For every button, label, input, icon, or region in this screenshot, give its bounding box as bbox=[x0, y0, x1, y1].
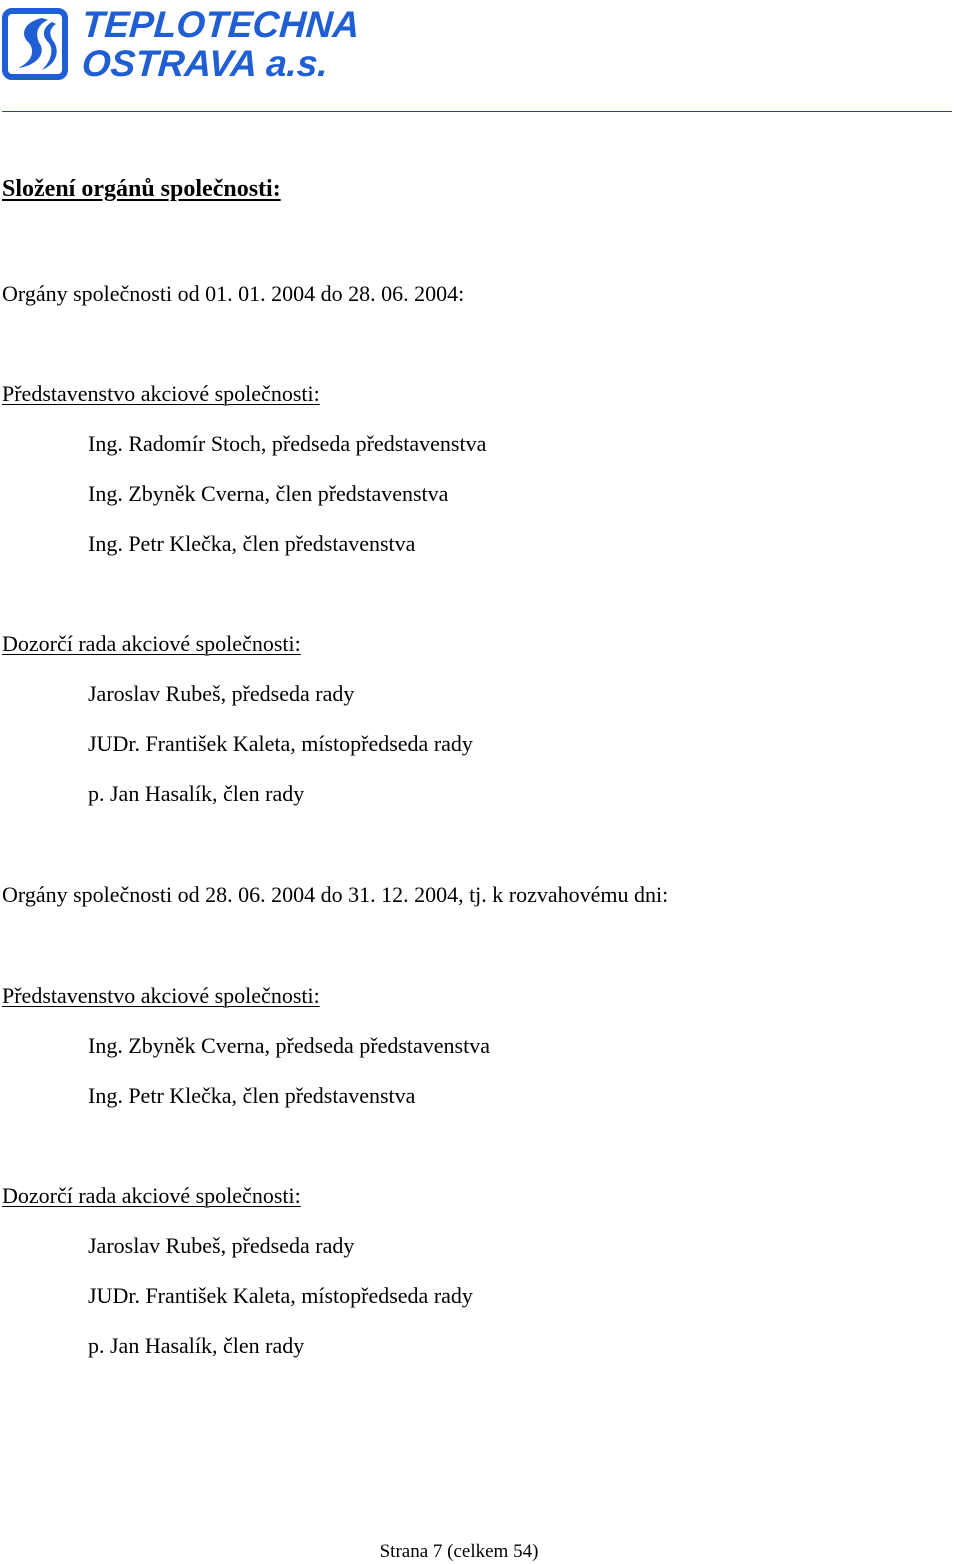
document-title: Složení orgánů společnosti: bbox=[2, 176, 281, 202]
period2-board-heading: Představenstvo akciové společnosti: bbox=[2, 983, 320, 1008]
period1-board-member: Ing. Radomír Stoch, předseda představenstva bbox=[88, 431, 487, 456]
period1-supervisory-heading: Dozorčí rada akciové společnosti: bbox=[2, 631, 301, 656]
period1-board-heading: Představenstvo akciové společnosti: bbox=[2, 381, 320, 406]
period1-supervisory-member: p. Jan Hasalík, člen rady bbox=[88, 781, 305, 806]
period1-supervisory-member: Jaroslav Rubeš, předseda rady bbox=[88, 681, 355, 706]
period1-board-member: Ing. Petr Klečka, člen představenstva bbox=[88, 531, 416, 556]
period2-supervisory-member: JUDr. František Kaleta, místopředseda rady bbox=[88, 1283, 473, 1308]
page-number: Strana 7 (celkem 54) bbox=[379, 1541, 539, 1562]
period1-board-member: Ing. Zbyněk Cverna, člen představenstva bbox=[88, 481, 449, 506]
period1-heading: Orgány společnosti od 01. 01. 2004 do 28. 06. 2004: bbox=[2, 281, 465, 306]
company-logo bbox=[2, 4, 361, 84]
period2-supervisory-heading: Dozorčí rada akciové společnosti: bbox=[2, 1183, 301, 1208]
period1-supervisory-member: JUDr. František Kaleta, místopředseda rady bbox=[88, 731, 473, 756]
flame-wave-icon bbox=[2, 8, 68, 80]
logo-text-line2: OSTRAVA a.s. bbox=[80, 43, 330, 84]
period2-supervisory-member: p. Jan Hasalík, člen rady bbox=[88, 1333, 305, 1358]
period2-board-member: Ing. Petr Klečka, člen představenstva bbox=[88, 1083, 416, 1108]
logo-text-line1: TEPLOTECHNA bbox=[80, 4, 361, 45]
header-divider bbox=[2, 111, 952, 112]
period2-supervisory-member: Jaroslav Rubeš, předseda rady bbox=[88, 1233, 355, 1258]
period2-board-member: Ing. Zbyněk Cverna, předseda představenstva bbox=[88, 1033, 490, 1058]
period2-heading: Orgány společnosti od 28. 06. 2004 do 31. 12. 2004, tj. k rozvahovému dni: bbox=[2, 882, 669, 907]
